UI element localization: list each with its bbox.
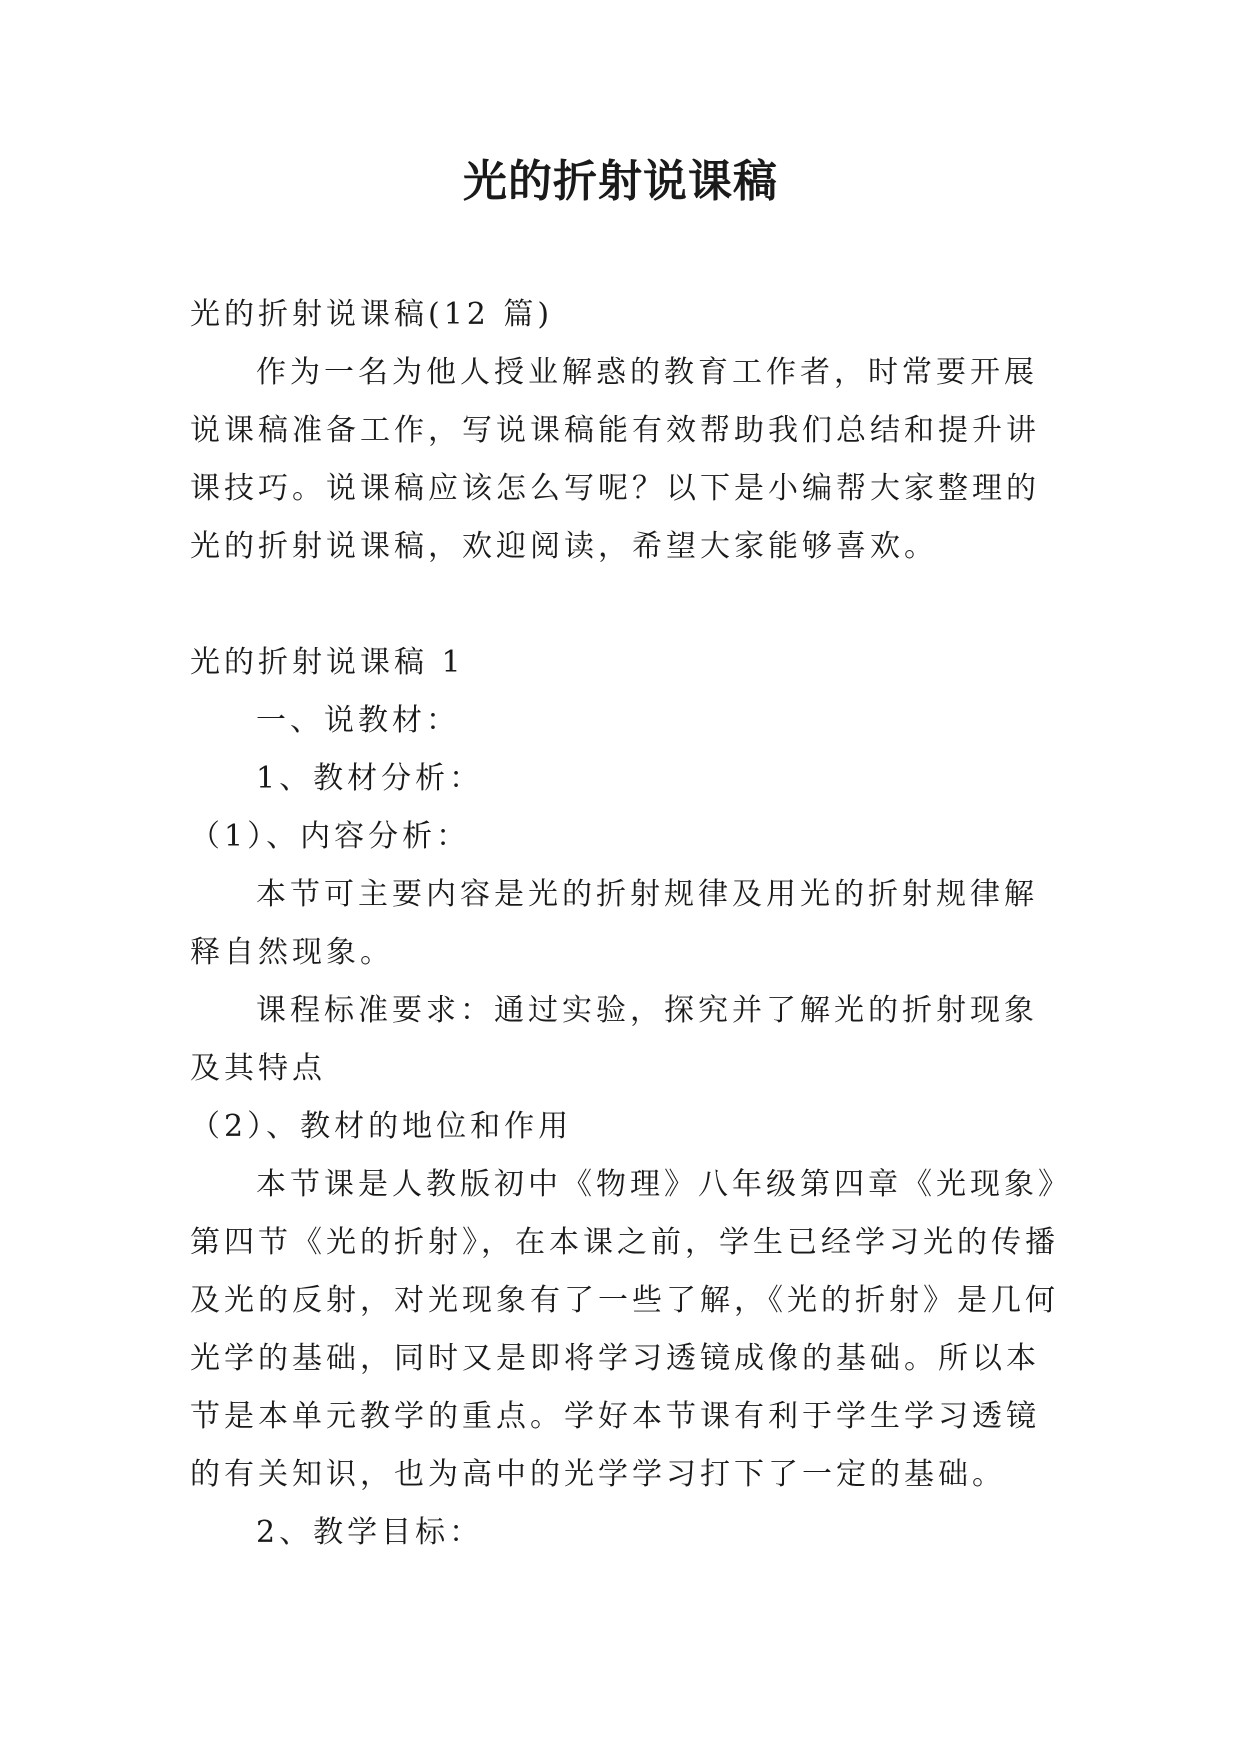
document-title: 光的折射说课稿 — [463, 156, 778, 207]
section-title: 光的折射说课稿 1 — [190, 645, 465, 680]
curriculum-standard-paragraph: 课程标准要求：通过实验，探究并了解光的折射现象及其特点 — [190, 993, 1038, 1086]
paragraph-gap — [190, 576, 1060, 634]
item-heading-1: 1、教材分析： — [256, 761, 484, 796]
content-analysis-paragraph: 本节可主要内容是光的折射规律及用光的折射规律解释自然现象。 — [190, 877, 1038, 970]
part-heading: 一、说教材： — [256, 703, 460, 738]
document-heading: 光的折射说课稿(12 篇) — [190, 297, 554, 332]
sub-heading-1: （1）、内容分析： — [190, 819, 471, 854]
intro-paragraph: 作为一名为他人授业解惑的教育工作者，时常要开展说课稿准备工作，写说课稿能有效帮助我们总结和提升讲课技巧。说课稿应该怎么写呢？以下是小编帮大家整理的光的折射说课稿，欢迎阅读，希望大家能够喜欢。 — [190, 355, 1040, 564]
document-body — [190, 286, 1060, 1562]
item-heading-2: 2、教学目标： — [256, 1515, 484, 1550]
sub-heading-2: （2）、教材的地位和作用 — [190, 1109, 573, 1144]
textbook-role-paragraph: 本节课是人教版初中《物理》八年级第四章《光现象》第四节《光的折射》，在本课之前，学生已经学习光的传播及光的反射，对光现象有了一些了解，《光的折射》是几何光学的基础，同时又是即将学习透镜成像的基础。所以本节是本单元教学的重点。学好本节课有利于学生学习透镜的有关知识，也为高中的光学学习打下了一定的基础。 — [190, 1167, 1059, 1492]
